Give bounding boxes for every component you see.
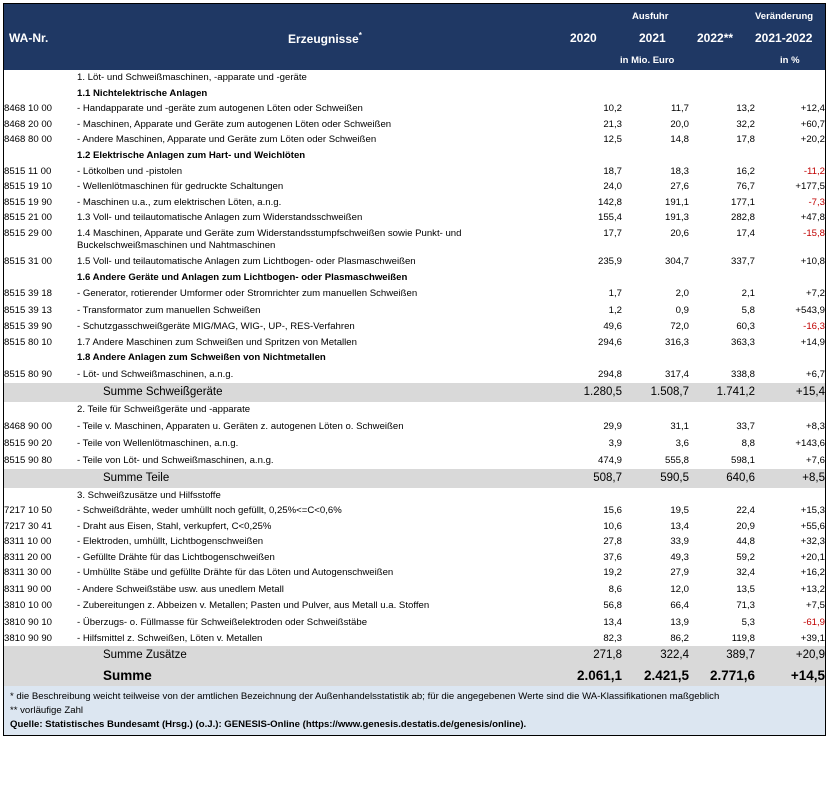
table-row (4, 302, 825, 319)
description-cell: - Lötkolben und -pistolen (77, 165, 183, 177)
description-cell: - Andere Schweißstäbe usw. aus unedlem Metall (77, 584, 284, 596)
table-row (4, 452, 825, 469)
value-2020-cell: 18,7 (603, 165, 622, 177)
change-percent-cell: -11,2 (803, 165, 825, 177)
value-2022-cell: 22,4 (736, 505, 755, 517)
footnotes (4, 686, 825, 735)
wa-number-cell: 8515 39 13 (4, 305, 53, 317)
value-2022-cell: 640,6 (689, 469, 755, 488)
subheading-row (4, 148, 825, 164)
description-cell: - Gefüllte Drähte für das Lichtbogenschweißen (77, 551, 275, 563)
value-2021-cell: 20,0 (670, 118, 689, 130)
change-percent-cell: +32,3 (800, 536, 825, 548)
value-2022-cell: 2.771,6 (689, 665, 755, 686)
change-percent-cell: +55,6 (800, 520, 825, 532)
products-header-text: Erzeugnisse (288, 32, 359, 46)
value-2021-cell: 66,4 (670, 600, 689, 612)
description-cell: 1.1 Nichtelektrische Anlagen (77, 87, 208, 99)
wa-number-cell: 8468 80 00 (4, 134, 53, 146)
description-cell: - Teile von Wellenlötmaschinen, a.n.g. (77, 437, 239, 449)
change-percent-cell: +543,9 (795, 305, 825, 317)
value-2022-cell: 60,3 (736, 321, 755, 333)
wa-number-cell (4, 70, 77, 86)
footnote-description: * die Beschreibung weicht teilweise von der amtlichen Bezeichnung der Außenhandelsstatistik ab; für die angegebenen Werte sind die WA-Klassifikationen maßgeblich (10, 691, 720, 703)
description-cell: Summe (77, 665, 555, 686)
value-2020-cell: 2.061,1 (555, 665, 622, 686)
wa-number-cell: 8515 19 10 (4, 181, 53, 193)
value-2020-cell: 142,8 (597, 196, 622, 208)
change-percent-cell (755, 402, 825, 418)
subtotal-row (4, 383, 825, 402)
value-2022-cell: 5,8 (741, 305, 755, 317)
subheading-row (4, 350, 825, 366)
subheading-row (4, 270, 825, 286)
value-2022-cell: 17,8 (736, 134, 755, 146)
value-2022-cell: 282,8 (730, 212, 755, 224)
change-percent-cell (755, 488, 825, 504)
value-2020-cell: 8,6 (608, 584, 622, 596)
value-2020-cell: 294,6 (597, 336, 622, 348)
value-2020-cell: 271,8 (555, 646, 622, 665)
description-cell: 3. Schweißzusätze und Hilfsstoffe (77, 489, 221, 501)
wa-number-cell: 8311 30 00 (4, 567, 52, 579)
description-cell: 2. Teile für Schweißgeräte und -apparate (77, 403, 251, 415)
value-2022-cell: 177,1 (730, 196, 755, 208)
value-2022-cell (689, 148, 755, 164)
value-2022-cell: 5,3 (741, 616, 755, 628)
table-row (4, 631, 825, 647)
value-2022-cell (689, 350, 755, 366)
value-2020-cell: 17,7 (603, 227, 622, 239)
footnote-preliminary: ** vorläufige Zahl (10, 705, 84, 717)
value-2020-cell: 82,3 (603, 632, 622, 644)
value-2020-cell: 15,6 (603, 505, 622, 517)
table-row (4, 285, 825, 302)
description-cell: - Umhüllte Stäbe und gefüllte Drähte für das Löten und Autogenschweißen (77, 567, 394, 579)
value-2021-cell: 13,4 (670, 520, 689, 532)
change-percent-cell: +8,3 (806, 420, 825, 432)
change-percent-cell: -61,9 (803, 616, 825, 628)
description-cell: - Zubereitungen z. Abbeizen v. Metallen; Pasten und Pulver, aus Metall u.a. Stoffen (77, 600, 430, 612)
value-2022-cell (689, 86, 755, 102)
value-2021-cell: 555,8 (664, 454, 689, 466)
change-percent-cell: +47,8 (800, 212, 825, 224)
value-2020-cell (555, 402, 622, 418)
wa-number-cell (4, 665, 77, 686)
export-header: Ausfuhr (632, 11, 669, 22)
value-2022-cell (689, 70, 755, 86)
value-2021-cell: 1.508,7 (622, 383, 689, 402)
section-heading-row (4, 70, 825, 86)
description-cell: - Wellenlötmaschinen für gedruckte Schaltungen (77, 181, 284, 193)
value-2021-cell: 3,6 (675, 437, 689, 449)
wa-number-cell: 8515 19 90 (4, 196, 53, 208)
value-2022-cell: 33,7 (736, 420, 755, 432)
wa-number-cell (4, 402, 77, 418)
value-2022-cell: 119,8 (731, 632, 755, 644)
value-2022-cell: 2,1 (741, 288, 755, 300)
value-2021-cell: 33,9 (670, 536, 689, 548)
wa-number-cell (4, 383, 77, 402)
wa-number-cell (4, 350, 77, 366)
table-row (4, 581, 825, 598)
value-2020-cell: 3,9 (608, 437, 622, 449)
value-2021-cell: 19,5 (670, 505, 689, 517)
value-2021-cell: 322,4 (622, 646, 689, 665)
change-header: Veränderung (755, 11, 814, 22)
wa-number-cell: 8515 11 00 (4, 165, 52, 177)
products-header (288, 31, 362, 46)
wa-number-cell (4, 86, 77, 102)
description-cell: - Schutzgasschweißgeräte MIG/MAG, WIG-, UP-, RES-Verfahren (77, 321, 355, 333)
value-2021-cell: 2,0 (675, 288, 689, 300)
table-row (4, 117, 825, 133)
table-row (4, 335, 825, 351)
value-2022-cell: 59,2 (736, 551, 755, 563)
wa-number-cell: 8515 21 00 (4, 212, 53, 224)
description-cell: 1.5 Voll- und teilautomatische Anlagen zum Lichtbogen- oder Plasmaschweißen (77, 255, 416, 267)
change-percent-cell: +10,8 (800, 255, 825, 267)
value-2021-cell (622, 86, 689, 102)
change-percent-cell (755, 350, 825, 366)
table-row (4, 503, 825, 519)
description-cell: Summe Zusätze (77, 646, 555, 665)
description-cell: 1.2 Elektrische Anlagen zum Hart- und Weichlöten (77, 149, 306, 161)
source-note: Quelle: Statistisches Bundesamt (Hrsg.) (o.J.): GENESIS-Online (https://www.genesis.destatis.de/genesis/online). (10, 719, 527, 731)
description-cell: - Elektroden, umhüllt, Lichtbogenschweißen (77, 536, 264, 548)
table-row (4, 565, 825, 581)
table-row (4, 418, 825, 435)
value-2021-cell: 316,3 (664, 336, 689, 348)
value-2022-cell (689, 488, 755, 504)
change-percent-cell (755, 270, 825, 286)
value-2022-cell: 44,8 (736, 536, 755, 548)
value-2021-cell: 11,7 (671, 103, 689, 115)
wa-number-cell (4, 488, 77, 504)
value-2021-cell (622, 70, 689, 86)
wa-number-header: WA-Nr. (9, 31, 49, 45)
year-2020-header: 2020 (570, 31, 597, 45)
value-2021-cell (622, 402, 689, 418)
value-2022-cell: 13,2 (736, 103, 755, 115)
description-cell: - Handapparate und -geräte zum autogenen Löten oder Schweißen (77, 103, 363, 115)
value-2020-cell: 1,7 (608, 288, 622, 300)
data-table (4, 70, 825, 686)
section-heading-row (4, 402, 825, 418)
description-cell: - Andere Maschinen, Apparate und Geräte zum Löten oder Schweißen (77, 134, 377, 146)
description-cell: - Löt- und Schweißmaschinen, a.n.g. (77, 368, 234, 380)
change-percent-cell: +177,5 (795, 181, 825, 193)
wa-number-cell: 8468 90 00 (4, 420, 53, 432)
table-header (4, 4, 825, 70)
wa-number-cell (4, 270, 77, 286)
change-percent-cell: +13,2 (800, 584, 825, 596)
change-percent-cell: -7,3 (808, 196, 825, 208)
change-percent-cell: +7,2 (806, 288, 825, 300)
table-row (4, 101, 825, 117)
value-2021-cell: 27,6 (670, 181, 689, 193)
change-percent-cell: +15,3 (800, 505, 825, 517)
change-percent-cell: +6,7 (806, 368, 825, 380)
value-2020-cell: 155,4 (597, 212, 622, 224)
table-row (4, 226, 825, 254)
change-percent-cell (755, 70, 825, 86)
change-percent-cell: +12,4 (800, 103, 825, 115)
table-row (4, 319, 825, 335)
value-2021-cell: 12,0 (670, 584, 689, 596)
description-cell: Summe Schweißgeräte (77, 383, 555, 402)
value-2020-cell (555, 488, 622, 504)
value-2020-cell: 13,4 (603, 616, 622, 628)
change-percent-cell: -15,8 (803, 227, 825, 239)
change-period-header: 2021-2022 (755, 31, 813, 45)
value-2020-cell: 10,2 (603, 103, 622, 115)
description-cell: - Schweißdrähte, weder umhüllt noch gefüllt, 0,25%<=C<0,6% (77, 505, 342, 517)
value-2021-cell: 13,9 (670, 616, 689, 628)
table-row (4, 132, 825, 148)
wa-number-cell: 7217 10 50 (4, 505, 53, 517)
change-percent-cell: +39,1 (800, 632, 825, 644)
wa-number-cell: 8515 90 20 (4, 437, 53, 449)
year-2022-header: 2022** (697, 31, 734, 45)
value-2021-cell: 27,9 (670, 567, 689, 579)
value-2022-cell: 17,4 (736, 227, 755, 239)
value-2022-cell: 71,3 (736, 600, 755, 612)
value-2020-cell: 21,3 (603, 118, 622, 130)
value-2021-cell (622, 350, 689, 366)
wa-number-cell: 3810 90 10 (4, 616, 53, 628)
subtotal-row (4, 469, 825, 488)
value-2020-cell: 10,6 (603, 520, 622, 532)
wa-number-cell: 8515 90 80 (4, 454, 53, 466)
value-2020-cell (555, 270, 622, 286)
export-table-sheet (3, 3, 826, 736)
table-row (4, 195, 825, 211)
table-row (4, 519, 825, 535)
value-2022-cell: 16,2 (736, 165, 755, 177)
change-percent-cell: +16,2 (800, 567, 825, 579)
wa-number-cell (4, 469, 77, 488)
description-cell: - Draht aus Eisen, Stahl, verkupfert, C<0,25% (77, 520, 272, 532)
value-2020-cell (555, 350, 622, 366)
value-2022-cell: 32,4 (736, 567, 755, 579)
value-2020-cell: 235,9 (597, 255, 622, 267)
wa-number-cell: 8515 39 18 (4, 288, 53, 300)
description-cell: - Teile von Löt- und Schweißmaschinen, a.n.g. (77, 454, 274, 466)
description-cell: - Maschinen, Apparate und Geräte zum autogenen Löten oder Schweißen (77, 118, 392, 130)
value-2020-cell: 27,8 (603, 536, 622, 548)
value-2021-cell: 86,2 (670, 632, 689, 644)
subheading-row (4, 86, 825, 102)
value-2020-cell: 12,5 (603, 134, 622, 146)
wa-number-cell: 8311 20 00 (4, 551, 52, 563)
value-2021-cell (622, 148, 689, 164)
change-percent-cell: -16,3 (803, 321, 825, 333)
wa-number-cell: 8515 29 00 (4, 227, 53, 239)
subtotal-row (4, 646, 825, 665)
change-percent-cell (755, 148, 825, 164)
value-2022-cell: 338,8 (730, 368, 755, 380)
change-percent-cell: +20,2 (800, 134, 825, 146)
wa-number-cell: 3810 10 00 (4, 600, 53, 612)
description-cell: - Hilfsmittel z. Schweißen, Löten v. Metallen (77, 632, 263, 644)
description-cell: Summe Teile (77, 469, 555, 488)
value-2021-cell: 20,6 (670, 227, 689, 239)
value-2021-cell: 0,9 (675, 305, 689, 317)
value-2021-cell (622, 270, 689, 286)
description-cell: 1.8 Andere Anlagen zum Schweißen von Nichtmetallen (77, 352, 326, 364)
value-2022-cell: 363,3 (730, 336, 755, 348)
wa-number-cell (4, 646, 77, 665)
change-percent-cell: +14,5 (755, 665, 825, 686)
value-2020-cell (555, 70, 622, 86)
description-cell: 1.3 Voll- und teilautomatische Anlagen zum Widerstandsschweißen (77, 212, 363, 224)
wa-number-cell: 3810 90 90 (4, 632, 53, 644)
value-2020-cell: 19,2 (603, 567, 622, 579)
table-row (4, 614, 825, 631)
table-row (4, 435, 825, 452)
description-cell: - Transformator zum manuellen Schweißen (77, 305, 261, 317)
change-percent-cell: +143,6 (795, 437, 825, 449)
wa-number-cell: 8515 31 00 (4, 255, 53, 267)
wa-number-cell: 8515 80 10 (4, 336, 53, 348)
description-cell: 1.4 Maschinen, Apparate und Geräte zum Widerstandsstumpfschweißen sowie Punkt- und Buckelschweißmaschinen und Nahtmaschinen (77, 227, 462, 251)
change-percent-cell: +14,9 (800, 336, 825, 348)
description-cell: - Überzugs- o. Füllmasse für Schweißelektroden oder Schweißstäbe (77, 616, 368, 628)
wa-number-cell: 8311 90 00 (4, 584, 52, 596)
value-2020-cell: 1,2 (608, 305, 622, 317)
value-2021-cell: 304,7 (664, 255, 689, 267)
value-2022-cell: 13,5 (736, 584, 755, 596)
value-2022-cell (689, 270, 755, 286)
change-percent-cell: +7,5 (806, 600, 825, 612)
value-2020-cell: 56,8 (603, 600, 622, 612)
value-2020-cell (555, 86, 622, 102)
change-percent-cell: +15,4 (755, 383, 825, 402)
value-2021-cell: 2.421,5 (622, 665, 689, 686)
table-row (4, 210, 825, 226)
value-2020-cell: 1.280,5 (555, 383, 622, 402)
change-percent-cell (755, 86, 825, 102)
value-2020-cell: 294,8 (597, 368, 622, 380)
value-2022-cell (689, 402, 755, 418)
value-2022-cell: 337,7 (730, 255, 755, 267)
value-2022-cell: 1.741,2 (689, 383, 755, 402)
value-2021-cell: 72,0 (670, 321, 689, 333)
description-cell: - Teile v. Maschinen, Apparaten u. Geräten z. autogenen Löten o. Schweißen (77, 420, 404, 432)
value-2021-cell: 31,1 (670, 420, 689, 432)
value-2022-cell: 8,8 (741, 437, 755, 449)
value-2020-cell: 37,6 (603, 551, 622, 563)
value-2022-cell: 389,7 (689, 646, 755, 665)
value-2020-cell: 474,9 (597, 454, 622, 466)
grand-total-row (4, 665, 825, 686)
value-2021-cell: 49,3 (670, 551, 689, 563)
change-percent-cell: +20,9 (755, 646, 825, 665)
value-2020-cell: 508,7 (555, 469, 622, 488)
wa-number-cell: 8515 80 90 (4, 368, 53, 380)
value-2020-cell: 29,9 (603, 420, 622, 432)
unit-label: in Mio. Euro (620, 55, 675, 66)
description-cell: - Maschinen u.a., zum elektrischen Löten, a.n.g. (77, 196, 282, 208)
value-2020-cell (555, 148, 622, 164)
description-cell: 1. Löt- und Schweißmaschinen, -apparate und -geräte (77, 72, 307, 83)
wa-number-cell: 8515 39 90 (4, 321, 53, 333)
value-2020-cell: 49,6 (603, 321, 622, 333)
section-heading-row (4, 488, 825, 504)
wa-number-cell (4, 148, 77, 164)
table-row (4, 598, 825, 614)
wa-number-cell: 8311 10 00 (4, 536, 52, 548)
value-2021-cell (622, 488, 689, 504)
wa-number-cell: 8468 10 00 (4, 103, 53, 115)
wa-number-cell: 7217 30 41 (4, 520, 53, 532)
description-cell: 1.7 Andere Maschinen zum Schweißen und Spritzen von Metallen (77, 336, 357, 348)
wa-number-cell: 8468 20 00 (4, 118, 53, 130)
table-row (4, 164, 825, 180)
table-row (4, 534, 825, 550)
description-cell: 1.6 Andere Geräte und Anlagen zum Lichtbogen- oder Plasmaschweißen (77, 271, 408, 283)
table-row (4, 550, 825, 566)
value-2022-cell: 20,9 (736, 520, 755, 532)
table-row (4, 179, 825, 195)
change-percent-cell: +20,1 (800, 551, 825, 563)
products-header-footnote-mark: * (358, 31, 362, 40)
change-percent-cell: +8,5 (755, 469, 825, 488)
value-2021-cell: 590,5 (622, 469, 689, 488)
value-2021-cell: 191,3 (664, 212, 689, 224)
value-2022-cell: 32,2 (736, 118, 755, 130)
description-cell: - Generator, rotierender Umformer oder Stromrichter zum manuellen Schweißen (77, 288, 418, 300)
value-2020-cell: 24,0 (603, 181, 622, 193)
year-2021-header: 2021 (639, 31, 666, 45)
value-2021-cell: 18,3 (670, 165, 689, 177)
value-2022-cell: 598,1 (730, 454, 755, 466)
table-row (4, 254, 825, 270)
value-2022-cell: 76,7 (736, 181, 755, 193)
change-percent-cell: +7,6 (806, 454, 825, 466)
change-percent-cell: +60,7 (800, 118, 825, 130)
change-unit-label: in % (780, 55, 800, 66)
value-2021-cell: 191,1 (664, 196, 689, 208)
value-2021-cell: 317,4 (664, 368, 689, 380)
value-2021-cell: 14,8 (670, 134, 689, 146)
table-row (4, 366, 825, 383)
